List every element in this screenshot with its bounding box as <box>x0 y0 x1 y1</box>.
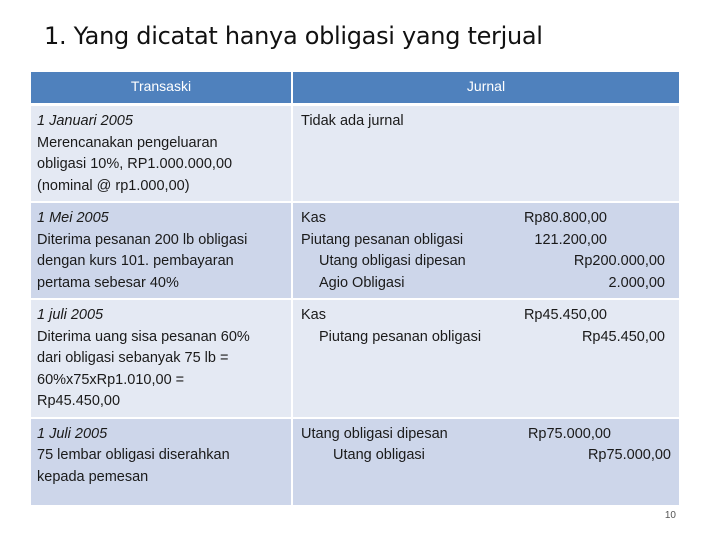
journal-account: Agio Obligasi <box>319 274 405 291</box>
journal-account: Utang obligasi dipesan <box>319 253 466 269</box>
transaction-desc-line: kepada pemesan <box>37 468 149 485</box>
header-transaksi: Transaski <box>31 72 291 106</box>
table-row <box>31 203 679 300</box>
journal-amount: 121.200,00 <box>534 231 607 248</box>
transaction-date: 1 Januari 2005 <box>37 113 133 129</box>
table-row <box>31 300 679 419</box>
transaction-desc-line: obligasi 10%, RP1.000.000,00 <box>37 156 233 172</box>
journal-line <box>301 327 673 349</box>
journal-cell <box>291 300 679 419</box>
transaction-date: 1 Juli 2005 <box>37 425 108 442</box>
transaction-cell <box>31 419 291 507</box>
journal-line <box>301 445 673 467</box>
transaction-desc-line: 60%x75xRp1.010,00 = <box>37 371 185 388</box>
journal-note: Tidak ada jurnal <box>301 113 404 129</box>
journal-amount: Rp75.000,00 <box>587 447 671 463</box>
journal-table <box>31 72 679 507</box>
journal-cell <box>291 203 679 300</box>
table-header-row <box>31 72 679 106</box>
transaction-desc-line: Diterima pesanan 200 lb obligasi <box>37 231 248 248</box>
transaction-desc-line: dari obligasi sebanyak 75 lb = <box>37 350 229 366</box>
journal-cell <box>291 419 679 507</box>
journal-amount: 2.000,00 <box>608 274 665 291</box>
transaction-cell <box>31 300 291 419</box>
journal-amount: Rp45.450,00 <box>581 328 665 345</box>
journal-account: Piutang pesanan obligasi <box>319 328 482 345</box>
journal-line <box>301 273 673 295</box>
transaction-desc-line: dengan kurs 101. pembayaran <box>37 253 234 269</box>
transaction-date: 1 Mei 2005 <box>37 210 109 226</box>
transaction-desc-line: Merencanakan pengeluaran <box>37 134 218 151</box>
transaction-cell <box>31 106 291 203</box>
transaction-desc-line: Rp45.450,00 <box>37 393 121 409</box>
table-row <box>31 419 679 507</box>
journal-amount: Rp80.800,00 <box>523 210 607 226</box>
journal-line <box>301 424 673 446</box>
journal-amount: Rp45.450,00 <box>523 307 607 323</box>
journal-amount: Rp200.000,00 <box>573 253 665 269</box>
transaction-desc-line: Diterima uang sisa pesanan 60% <box>37 328 250 345</box>
journal-account: Piutang pesanan obligasi <box>301 231 464 248</box>
journal-account: Utang obligasi <box>333 447 425 463</box>
table-row <box>31 106 679 203</box>
transaction-desc-line: pertama sebesar 40% <box>37 274 179 291</box>
journal-line <box>301 251 673 273</box>
page-number: 10 <box>664 510 676 521</box>
transaction-desc-line: (nominal @ rp1.000,00) <box>37 177 190 194</box>
journal-account: Kas <box>301 210 326 226</box>
header-jurnal: Jurnal <box>291 72 679 106</box>
journal-amount: Rp75.000,00 <box>527 425 611 442</box>
journal-line <box>301 305 673 327</box>
transaction-date: 1 juli 2005 <box>37 307 104 323</box>
journal-line <box>301 230 673 252</box>
slide-title: 1. Yang dicatat hanya obligasi yang terjual <box>44 22 543 50</box>
transaction-desc-line: 75 lembar obligasi diserahkan <box>37 447 230 463</box>
journal-cell <box>291 106 679 203</box>
journal-account: Kas <box>301 307 326 323</box>
journal-account: Utang obligasi dipesan <box>301 425 448 442</box>
journal-line <box>301 208 673 230</box>
transaction-cell <box>31 203 291 300</box>
